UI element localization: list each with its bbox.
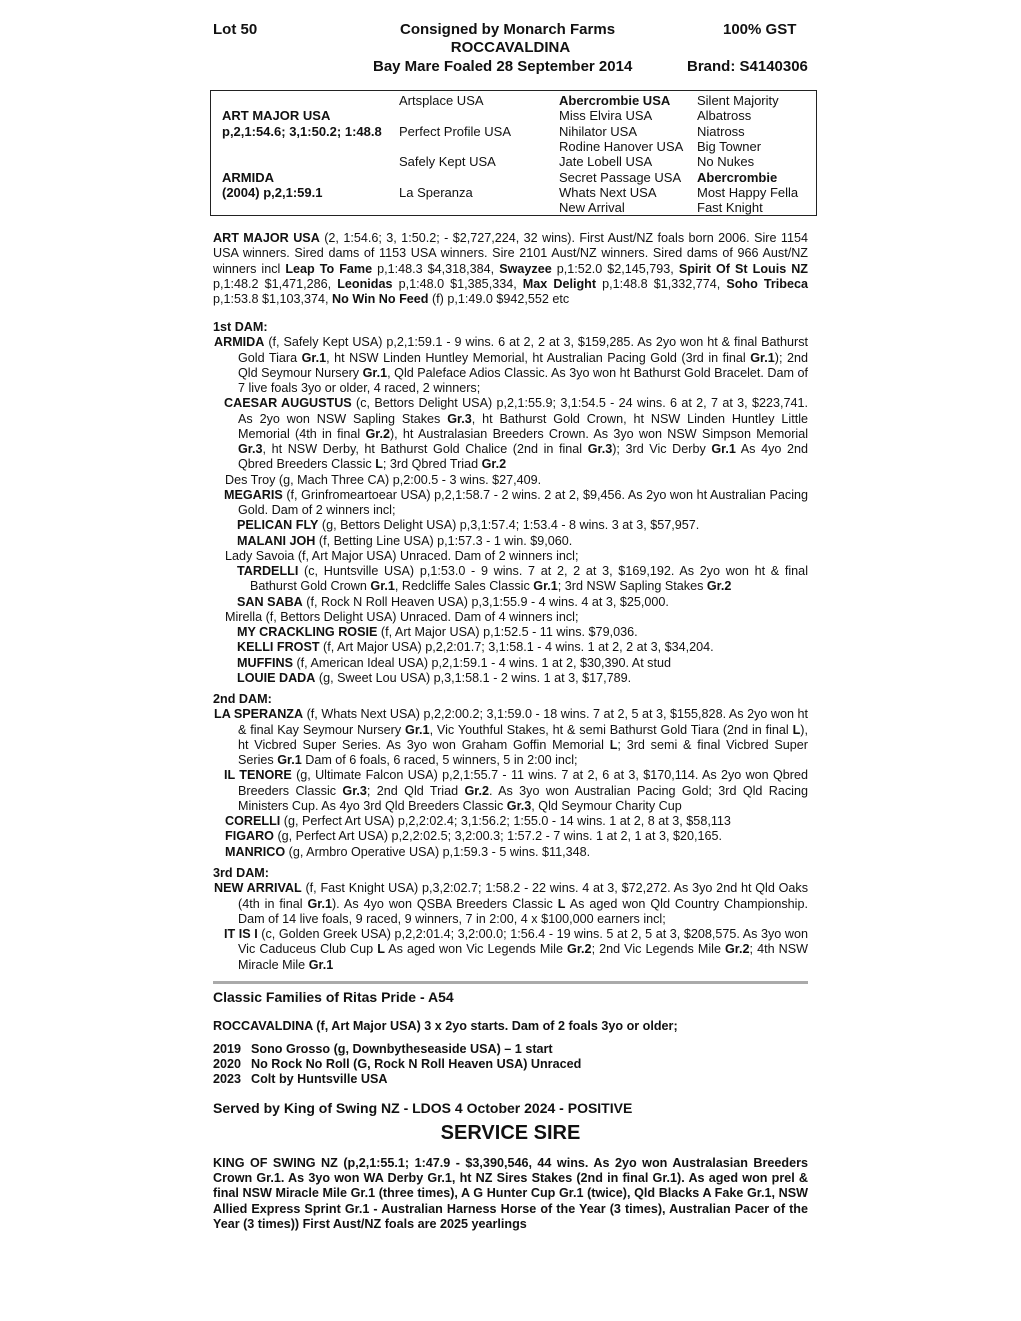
dam-entry: ARMIDA (f, Safely Kept USA) p,2,1:59.1 - 9 wins. 6 at 2, 2 at 3, $159,285. As 2yo won ht & final Bathurst Gold Tiara Gr.1, ht NSW Linden Huntley Memorial, ht Australian Pacing Gold (3rd in final Gr.1); 2nd Qld Seymour Nursery Gr.1, Qld Paleface Adios Classic. As 3yo won ht Bathurst Gold Bracelet. Dam of 7 live foals 3yo or older, 4 raced, 2 winners; <box>214 335 808 395</box>
pedigree-g2: Abercrombie USA <box>559 93 671 108</box>
progeny-entry: IT IS I (c, Golden Greek USA) p,2,2:01.4; 3,2:00.0; 1:56.4 - 19 wins. 5 at 2, 5 at 3, $208,575. As 3yo won Vic Caduceus Club Cup L As aged won Vic Legends Mile Gr.2; 2nd Vic Legends Mile Gr.2; 4th NSW Miracle Mile Gr.1 <box>224 927 809 972</box>
sire-record: p,2,1:54.6; 3,1:50.2; 1:48.8 <box>222 124 382 139</box>
pedigree-g3: Abercrombie <box>697 170 778 185</box>
pedigree-g1: La Speranza <box>399 185 473 200</box>
grand-progeny-entry: TARDELLI (c, Huntsville USA) p,1:53.0 - 9 wins. 7 at 2, 2 at 3, $169,192. As 2yo won ht & final Bathurst Gold Crown Gr.1, Redcliffe Sales Classic Gr.1; 3rd NSW Sapling Stakes Gr.2 <box>237 564 808 594</box>
grand-progeny-entry: MUFFINS (f, American Ideal USA) p,2,1:59.1 - 4 wins. 1 at 2, $30,390. At stud <box>237 655 671 670</box>
pedigree-g2: Rodine Hanover USA <box>559 139 684 154</box>
horse-name: ROCCAVALDINA <box>450 39 571 56</box>
progeny-entry: CAESAR AUGUSTUS (c, Bettors Delight USA) p,2,1:55.9; 3,1:54.5 - 24 wins. 6 at 2, 7 at 3, $223,741. As 2yo won NSW Sapling Stakes Gr.3, ht Bathurst Gold Crown, ht NSW Linden Huntley Little Memorial (4th in final Gr.2), ht Australasian Breeders Crown. As 3yo won NSW Simpson Memorial Gr.3, ht NSW Derby, ht Bathurst Gold Chalice (2nd in final Gr.3); 3rd Vic Derby Gr.1 As 4yo 2nd Qbred Breeders Classic L; 3rd Qbred Triad Gr.2 <box>224 396 808 472</box>
pedigree-g2: Whats Next USA <box>559 185 657 200</box>
served-line: Served by King of Swing NZ - LDOS 4 October 2024 - POSITIVE <box>213 1100 633 1116</box>
brand: Brand: S4140306 <box>687 58 808 75</box>
grand-progeny-entry: KELLI FROST (f, Art Major USA) p,2,2:01.7; 3,1:58.1 - 4 wins. 1 at 2, 2 at 3, $34,204. <box>237 640 714 655</box>
lot-number: Lot 50 <box>213 21 258 38</box>
produce-list <box>213 1042 581 1088</box>
pedigree-g2: Nihilator USA <box>559 124 638 139</box>
dam-name: ARMIDA <box>222 170 274 185</box>
grand-progeny-entry: LOUIE DADA (g, Sweet Lou USA) p,3,1:58.1 - 2 wins. 1 at 3, $17,789. <box>237 670 632 685</box>
first-dam-section <box>213 320 808 686</box>
produce-item: 2020 No Rock No Roll (G, Rock N Roll Heaven USA) Unraced <box>213 1057 582 1072</box>
produce-item: 2019 Sono Grosso (g, Downbytheseaside USA) – 1 start <box>213 1042 553 1056</box>
pedigree-g2: New Arrival <box>559 200 625 215</box>
third-dam-title: 3rd DAM: <box>213 866 269 880</box>
family-title: Classic Families of Ritas Pride - A54 <box>213 989 454 1005</box>
progeny-entry: Des Troy (g, Mach Three CA) p,2:00.5 - 3 wins. $27,409. <box>225 472 542 487</box>
pedigree-g2: Secret Passage USA <box>559 170 682 185</box>
second-dam-title: 2nd DAM: <box>213 692 272 706</box>
progeny-entry: MANRICO (g, Armbro Operative USA) p,1:59.3 - 5 wins. $11,348. <box>225 844 591 859</box>
pedigree-g3: Fast Knight <box>697 200 763 215</box>
progeny-entry: Mirella (f, Bettors Delight USA) Unraced. Dam of 4 winners incl; <box>225 609 579 624</box>
pedigree-g2: Jate Lobell USA <box>559 154 653 169</box>
second-dam-section <box>213 692 808 860</box>
progeny-entry: Lady Savoia (f, Art Major USA) Unraced. Dam of 2 winners incl; <box>225 548 579 563</box>
gst-label: 100% GST <box>723 21 797 38</box>
pedigree-g3: Albatross <box>697 108 752 123</box>
section-divider <box>213 981 808 984</box>
pedigree-g1: Artsplace USA <box>399 93 484 108</box>
grand-progeny-entry: PELICAN FLY (g, Bettors Delight USA) p,3,1:57.4; 1:53.4 - 8 wins. 3 at 3, $57,957. <box>237 518 700 533</box>
progeny-entry: CORELLI (g, Perfect Art USA) p,2,2:02.4; 3,1:56.2; 1:55.0 - 14 wins. 1 at 2, 8 at 3, $58,113 <box>225 814 731 828</box>
pedigree-g1: Safely Kept USA <box>399 154 496 169</box>
sire-paragraph: ART MAJOR USA (2, 1:54.6; 3, 1:50.2; - $2,727,224, 32 wins). First Aust/NZ foals born 2006. Sire 1154 USA winners. Sired dams of 1153 USA winners. Sire 2101 Aust/NZ winners. Sired dams of 966 Aust/NZ winners incl Leap To Fame p,1:48.3 $4,318,384, Swayzee p,1:52.0 $2,145,793, Spirit Of St Louis NZ p,1:48.2 $1,471,286, Leonidas p,1:48.0 $1,385,334, Max Delight p,1:48.8 $1,332,774, Soho Tribeca p,1:53.8 $1,103,374, No Win No Feed (f) p,1:49.0 $942,552 etc <box>213 231 809 306</box>
grand-progeny-entry: SAN SABA (f, Rock N Roll Heaven USA) p,3,1:55.9 - 4 wins. 4 at 3, $25,000. <box>237 594 669 609</box>
pedigree-g1: Perfect Profile USA <box>399 124 511 139</box>
sire-name: ART MAJOR USA <box>222 108 331 123</box>
progeny-entry: IL TENORE (g, Ultimate Falcon USA) p,2,1:55.7 - 11 wins. 7 at 2, 6 at 3, $170,114. As 2yo won Qbred Breeders Classic Gr.3; 2nd Qld Triad Gr.2. As 3yo won Australian Pacing Gold; 3rd Qld Racing Ministers Cup. As 4yo 3rd Qld Breeders Classic Gr.3, Qld Seymour Charity Cup <box>224 768 808 813</box>
pedigree-g3: Silent Majority <box>697 93 779 108</box>
first-dam-title: 1st DAM: <box>213 320 268 334</box>
pedigree-g3: No Nukes <box>697 154 755 169</box>
pedigree-g2: Miss Elvira USA <box>559 108 653 123</box>
dam-entry: LA SPERANZA (f, Whats Next USA) p,2,2:00.2; 3,1:59.0 - 18 wins. 7 at 2, 5 at 3, $155,828. As 2yo won ht & final Kay Seymour Nursery Gr.1, Vic Youthful Stakes, ht & semi Bathurst Gold Tiara (2nd in final L), ht Vicbred Super Series. As 3yo won Graham Goffin Memorial L; 3rd semi & final Vicbred Super Series Gr.1 Dam of 6 foals, 6 raced, 5 winners, 5 in 2:00 incl; <box>214 707 809 767</box>
pedigree-g3: Most Happy Fella <box>697 185 799 200</box>
pedigree-g3: Big Towner <box>697 139 762 154</box>
horse-description: Bay Mare Foaled 28 September 2014 <box>373 58 633 75</box>
service-sire-title: SERVICE SIRE <box>440 1122 581 1144</box>
progeny-entry: FIGARO (g, Perfect Art USA) p,2,2:02.5; 3,2:00.3; 1:57.2 - 7 wins. 1 at 2, 1 at 3, $20,165. <box>225 829 723 844</box>
service-sire-text: KING OF SWING NZ (p,2,1:55.1; 1:47.9 - $3,390,546, 44 wins. As 2yo won Australasian Breeders Crown Gr.1. As 3yo won WA Derby Gr.1, ht NZ Sires Stakes (2nd in final Gr.1). As aged won prel & final NSW Miracle Mile Gr.1 (three times), A G Hunter Cup Gr.1 (twice), Qld Blacks A Fake Gr.1, NSW Allied Express Sprint Gr.1 - Australian Harness Horse of the Year (3 times), Australian Pacer of the Year (3 times)) First Aust/NZ foals are 2025 yearlings <box>213 1156 808 1231</box>
dam-entry: NEW ARRIVAL (f, Fast Knight USA) p,3,2:02.7; 1:58.2 - 22 wins. 4 at 3, $72,272. As 3yo 2nd ht Qld Oaks (4th in final Gr.1). As 4yo won QSBA Breeders Classic L As aged won Qld Country Championship. Dam of 14 live foals, 9 raced, 9 winners, 7 in 2:00, 4 x $100,000 earners incl; <box>214 881 808 926</box>
third-dam-section <box>213 866 808 973</box>
dam-record: (2004) p,2,1:59.1 <box>222 185 323 200</box>
produce-item: 2023 Colt by Huntsville USA <box>213 1072 388 1087</box>
produce-intro: ROCCAVALDINA (f, Art Major USA) 3 x 2yo starts. Dam of 2 foals 3yo or older; <box>213 1019 678 1033</box>
consignor: Consigned by Monarch Farms <box>400 21 616 38</box>
grand-progeny-entry: MY CRACKLING ROSIE (f, Art Major USA) p,1:52.5 - 11 wins. $79,036. <box>237 625 638 639</box>
progeny-entry: MEGARIS (f, Grinfromeartoear USA) p,2,1:58.7 - 2 wins. 2 at 2, $9,456. As 2yo won ht Australian Pacing Gold. Dam of 2 winners incl; <box>224 487 808 517</box>
grand-progeny-entry: MALANI JOH (f, Betting Line USA) p,1:57.3 - 1 win. $9,060. <box>237 533 573 548</box>
pedigree-g3: Niatross <box>697 124 745 139</box>
